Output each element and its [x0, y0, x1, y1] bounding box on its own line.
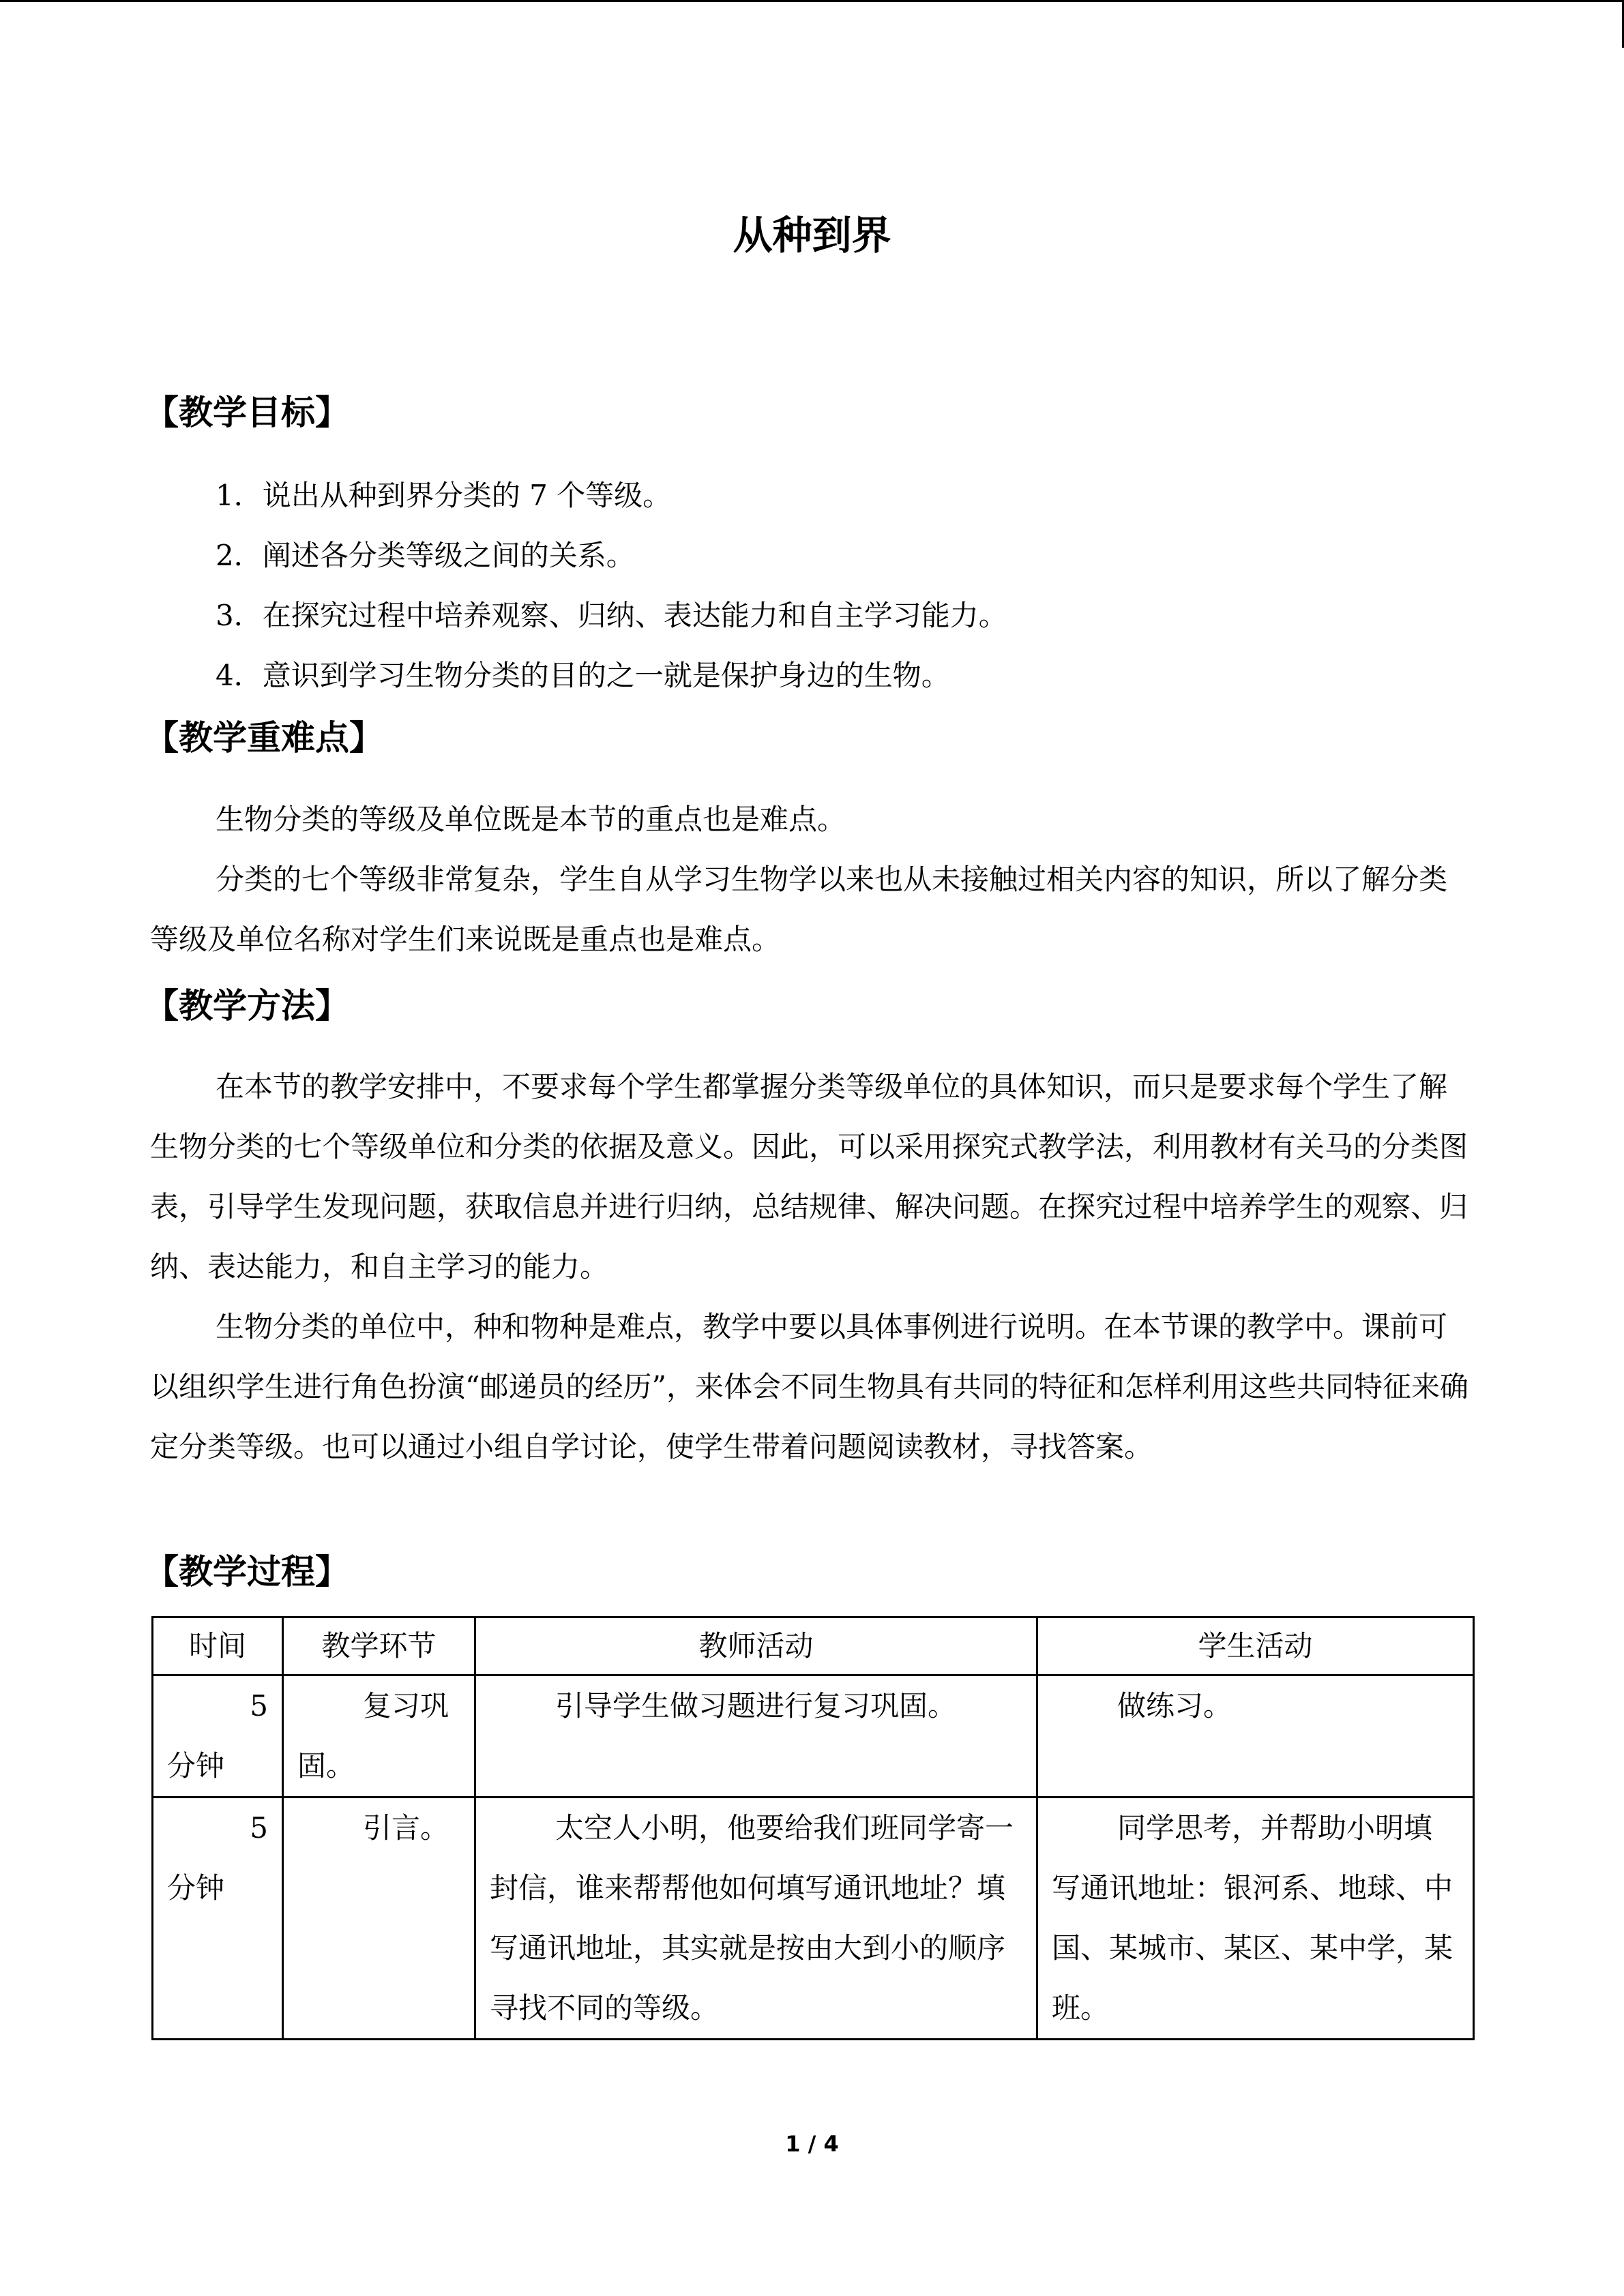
column-header-stage: 教学环节 [283, 1617, 475, 1675]
time-cell [153, 1675, 283, 1798]
stage-cell: 引言。 [283, 1798, 475, 2040]
methods-paragraph-1: 在本节的教学安排中，不要求每个学生都掌握分类等级单位的具体知识，而只是要求每个学生了解生物分类的七个等级单位和分类的依据及意义。因此，可以采用探究式教学法，利用教材有关马的分类图表，引导学生发现问题，获取信息并进行归纳，总结规律、解决问题。在探究过程中培养学生的观察、归纳、表达能力，和自主学习的能力。 [150, 1070, 1468, 1283]
methods-heading: 【教学方法】 [145, 986, 349, 1026]
methods-paragraph-2: 生物分类的单位中，种和物种是难点，教学中要以具体事例进行说明。在本节课的教学中。课前可以组织学生进行角色扮演“邮递员的经历”，来体会不同生物具有共同的特征和怎样利用这些共同特征来确定分类等级。也可以通过小组自学讨论，使学生带着问题阅读教材，寻找答案。 [150, 1310, 1468, 1463]
student-activity-cell: 同学思考，并帮助小明填写通讯地址：银河系、地球、中国、某城市、某区、某中学，某班。 [1037, 1798, 1474, 2040]
student-activity-cell: 做练习。 [1037, 1675, 1474, 1798]
objective-item-4: 4．意识到学习生物分类的目的之一就是保护身边的生物。 [216, 659, 950, 692]
key-points-heading: 【教学重难点】 [145, 718, 383, 758]
teacher-activity-cell: 太空人小明，他要给我们班同学寄一封信，谁来帮帮他如何填写通讯地址？填写通讯地址，其实就是按由大到小的顺序寻找不同的等级。 [475, 1798, 1037, 2040]
objective-item-2: 2．阐述各分类等级之间的关系。 [216, 539, 635, 572]
objective-item-3: 3．在探究过程中培养观察、归纳、表达能力和自主学习能力。 [216, 599, 1007, 632]
time-cell [153, 1798, 283, 2040]
table-row [153, 1798, 1474, 2040]
key-points-paragraph-2: 分类的七个等级非常复杂，学生自从学习生物学以来也从未接触过相关内容的知识，所以了解分类等级及单位名称对学生们来说既是重点也是难点。 [150, 863, 1448, 956]
process-heading: 【教学过程】 [145, 1552, 349, 1592]
column-header-student: 学生活动 [1037, 1617, 1474, 1675]
table-row [153, 1675, 1474, 1798]
time-number: 5 [250, 1689, 268, 1723]
time-unit: 分钟 [167, 1871, 225, 1905]
page-top-border [0, 0, 1624, 2]
table-header-row [153, 1617, 1474, 1675]
objective-item-1: 1．说出从种到界分类的 7 个等级。 [216, 479, 672, 512]
stage-cell: 复习巩固。 [283, 1675, 475, 1798]
teacher-activity-cell: 引导学生做习题进行复习巩固。 [475, 1675, 1037, 1798]
objectives-heading: 【教学目标】 [145, 393, 349, 432]
process-table [151, 1616, 1475, 2040]
document-title: 从种到界 [733, 212, 891, 258]
key-points-paragraph-1: 生物分类的等级及单位既是本节的重点也是难点。 [216, 803, 846, 836]
column-header-teacher: 教师活动 [475, 1617, 1037, 1675]
column-header-time: 时间 [153, 1617, 283, 1675]
page-number: 1 / 4 [785, 2131, 839, 2157]
time-unit: 分钟 [167, 1749, 225, 1783]
time-number: 5 [250, 1811, 268, 1845]
